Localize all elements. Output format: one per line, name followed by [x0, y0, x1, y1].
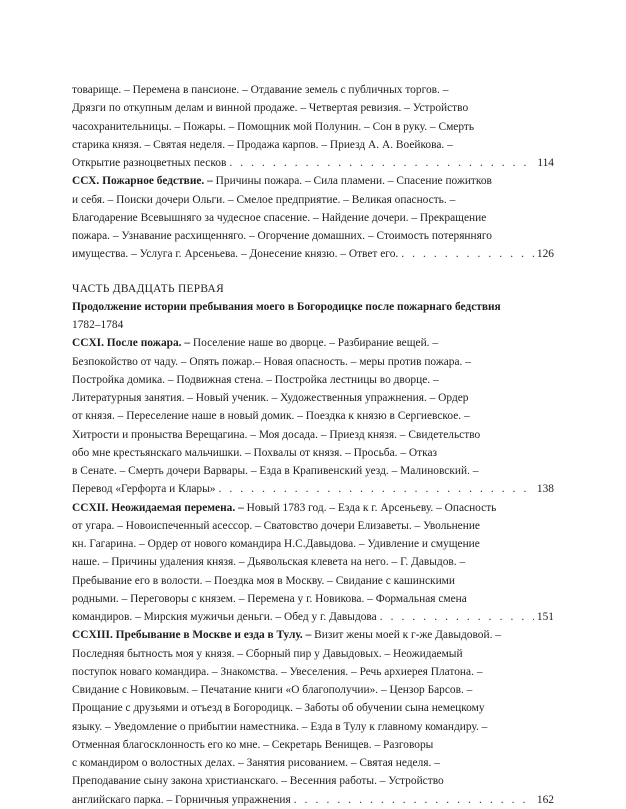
- dot-leader: [401, 245, 534, 263]
- toc-last-line: [72, 480, 554, 498]
- toc-entry: [72, 626, 554, 809]
- toc-line: Дрязги по откупным делам и винной продаже. – Четвертая ревизия. – Устройство: [72, 102, 469, 115]
- toc-entry: [72, 172, 554, 263]
- toc-line: от угара. – Новоиспеченный асессор. – Сватовство дочери Елизаветы. – Увольнение: [72, 519, 480, 532]
- chapter-title: ССXII. Неожидаемая перемена. –: [72, 501, 244, 514]
- toc-first-line: [72, 499, 554, 517]
- toc-entry: [72, 499, 554, 627]
- toc-last-line: [72, 608, 554, 626]
- page-number: 138: [536, 483, 554, 496]
- toc-line: языку. – Уведомление о прибытии наместника. – Езда в Тулу к главному командиру. –: [72, 720, 488, 733]
- toc-first-line: [72, 172, 554, 190]
- toc-first-line: [72, 626, 554, 644]
- toc-last-line: [72, 245, 554, 263]
- page-number: 126: [536, 248, 554, 261]
- part-years: 1782–1784: [72, 319, 124, 331]
- dot-leader: [380, 608, 534, 626]
- toc-line: Последняя бытность моя у князя. – Сборный пир у Давыдовых. – Неожидаемый: [72, 647, 463, 660]
- toc-entry: [72, 334, 554, 498]
- dot-leader: [229, 154, 534, 172]
- toc-line-text: Новый 1783 год. – Езда к г. Арсеньеву. – Опасность: [243, 501, 497, 514]
- toc-line-text: английскаго парка. – Горничныя упражнения: [72, 793, 291, 806]
- part-subtitle: Продолжение истории пребывания моего в Богородицке после пожарнаго бедствия: [72, 300, 501, 313]
- toc-line: наше. – Причины удаления князя. – Дьявольская клевета на него. – Г. Давыдов. –: [72, 556, 466, 569]
- toc-line-text: имущества. – Услуга г. Арсеньева. – Донесение князю. – Ответ его.: [72, 248, 399, 261]
- page-number: 151: [536, 611, 554, 623]
- chapter-title: ССXI. После пожара. –: [72, 337, 191, 350]
- toc-line-text: командиров. – Мирския мужичьи деньги. – Обед у г. Давыдова: [72, 611, 377, 623]
- toc-line: Хитрости и проныства Верещагина. – Моя досада. – Приезд князя. – Свидетельство: [72, 428, 481, 441]
- toc-line-text: Причины пожара. – Сила пламени. – Спасение пожитков: [212, 175, 492, 188]
- chapter-title: ССХ. Пожарное бедствие. –: [72, 175, 213, 188]
- toc-line: Свидание с Новиковым. – Печатание книги «О благополучии». – Цензор Барсов. –: [72, 684, 473, 696]
- toc-line: от князя. – Переселение наше в новый домик. – Поездка к князю в Сергиевское. –: [72, 410, 470, 423]
- toc-line: и себя. – Поиски дочери Ольги. – Смелое предприятие. – Великая опасность. –: [72, 193, 456, 206]
- toc-line-text: Визит жены моей к г-же Давыдовой. –: [311, 629, 501, 642]
- toc-line: Преподавание сыну закона христианскаго. – Весенния работы. – Устройство: [72, 775, 444, 788]
- toc-line: с командиром о волостных делах. – Занятия рисованием. – Святая неделя. –: [72, 757, 440, 769]
- toc-line: Благодарение Всевышняго за чудесное спасение. – Найдение дочери. – Прекращение: [72, 211, 487, 224]
- toc-entry: [72, 81, 554, 172]
- toc-line: Пребывание его в волости. – Поездка моя в Москву. – Свидание с кашинскими: [72, 574, 455, 587]
- toc-line-text: Перевод «Герфорта и Клары»: [72, 483, 216, 496]
- toc-line-text: Поселение наше во дворце. – Разбирание вещей. –: [190, 337, 439, 350]
- toc-line: кн. Гагарина. – Ордер от нового командира Н.С.Давыдова. – Удивление и смущение: [72, 538, 480, 550]
- page-number: 114: [537, 157, 554, 169]
- toc-first-line: [72, 334, 554, 352]
- table-of-contents: [72, 81, 554, 809]
- toc-line: старика князя. – Святая неделя. – Продажа карпов. – Приезд А. А. Воейкова. –: [72, 138, 453, 151]
- toc-line: Прощание с друзьями и отъезд в Богородицк. – Заботы об обучении сына немецкому: [72, 702, 485, 715]
- page-number: 162: [536, 793, 554, 806]
- toc-line: в Сенате. – Смерть дочери Варвары. – Езда в Крапивенский уезд. – Малиновский. –: [72, 465, 479, 477]
- toc-line: родными. – Переговоры с князем. – Перемена у г. Новикова. – Формальная смена: [72, 592, 467, 605]
- toc-line: пожара. – Узнавание расхищенняго. – Огорчение домашних. – Стоимость потерянняго: [72, 230, 492, 242]
- part-title: ЧАСТЬ ДВАДЦАТЬ ПЕРВАЯ: [72, 282, 224, 295]
- toc-line: Безпокойство от чаду. – Опять пожар.– Новая опасность. – меры против пожара. –: [72, 355, 471, 368]
- chapter-title: ССXIII. Пребывание в Москве и езда в Тулу. –: [72, 629, 312, 642]
- toc-line: Постройка домика. – Подвижная стена. – Постройка лестницы во дворце. –: [72, 373, 439, 386]
- toc-line: Литературныя занятия. – Новый ученик. – Художественныя упражнения. – Ордер: [72, 392, 469, 404]
- toc-line-text: Открытие разноцветных песков: [72, 157, 227, 169]
- toc-line: товарище. – Перемена в пансионе. – Отдавание земель с публичных торгов. –: [72, 84, 449, 96]
- toc-line: часохранительницы. – Пожары. – Помощник мой Полунин. – Сон в руку. – Смерть: [72, 120, 475, 133]
- dot-leader: [218, 480, 533, 498]
- toc-last-line: [72, 154, 554, 172]
- toc-line: Отменная благосклонность его ко мне. – Секретарь Венищев. – Разговоры: [72, 738, 434, 751]
- toc-line: обо мне крестьянскаго мальчишки. – Похвалы от князя. – Просьба. – Отказ: [72, 446, 438, 459]
- toc-line: поступок новаго командира. – Знакомства. – Увеселения. – Речь архиерея Платона. –: [72, 665, 483, 678]
